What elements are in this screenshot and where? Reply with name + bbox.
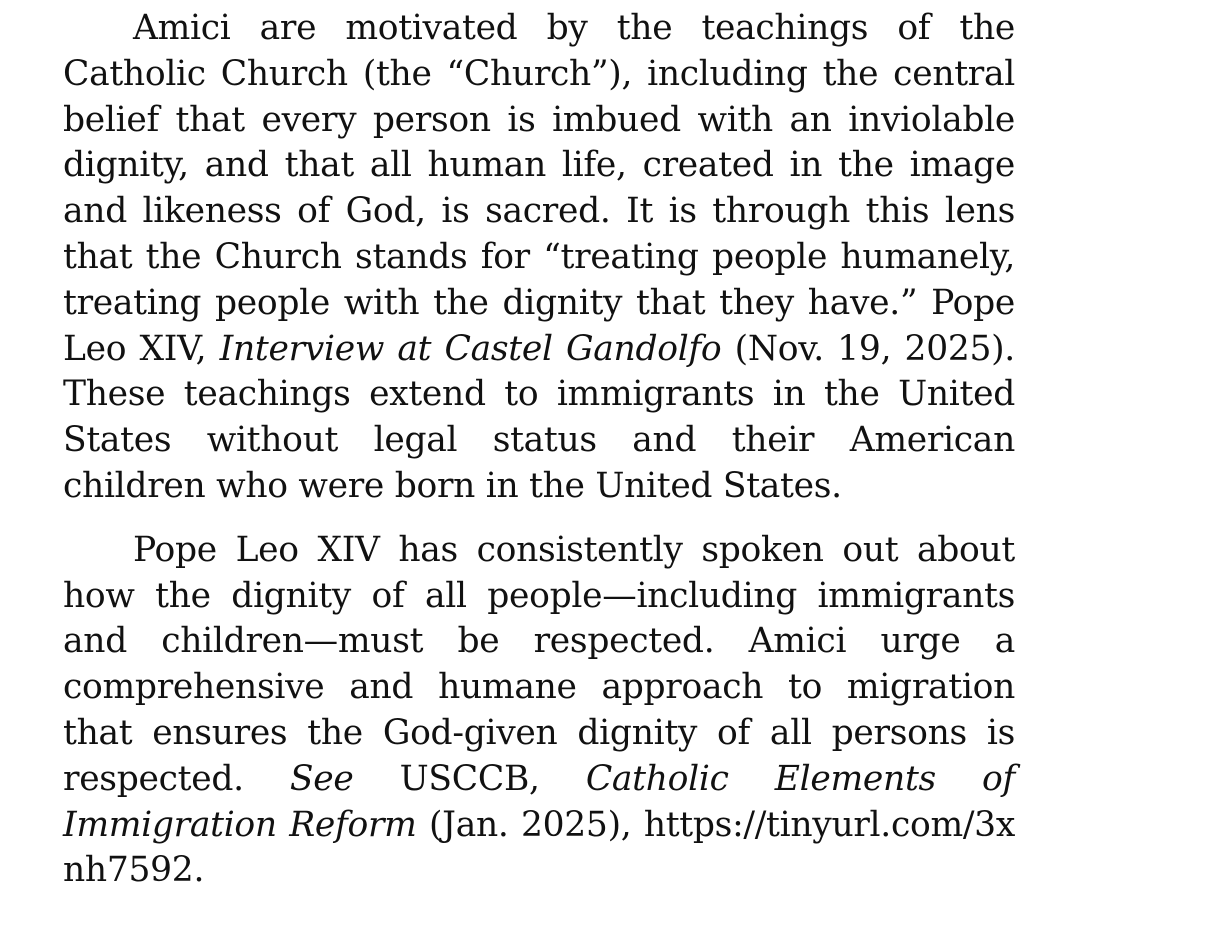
paragraph-2-text-b: USCCB, xyxy=(353,758,586,799)
citation-url-link[interactable]: https://tinyurl.com/3xnh7592 xyxy=(63,804,1015,891)
paragraph-1-text-a: Amici are motivated by the teachings of the Catholic Church (the “Church”), including the central belief that every person is imbued with an inviolable dignity, and that all human life, created in the image and likeness of God, is sacred. It is through this lens that the Church stands for “treating people humanely, treating people with the dignity that they have.” Pope Leo XIV, xyxy=(63,8,1015,369)
paragraph-pope-leo-statements xyxy=(63,528,1015,894)
citation-signal-see: See xyxy=(289,758,354,799)
citation-title-usccb: Catholic Elements of Immigration Reform xyxy=(63,758,1016,845)
paragraph-2-text-d: . xyxy=(193,850,205,891)
paragraph-2-text-c: (Jan. 2025), xyxy=(416,804,644,845)
paragraph-catholic-teachings xyxy=(63,6,1015,510)
brief-page xyxy=(63,6,1015,894)
paragraph-1-text-b: (Nov. 19, 2025). These teachings extend to immigrants in the United States without legal status and their American children who were born in the United States. xyxy=(63,328,1015,506)
paragraph-2-text-a: Pope Leo XIV has consistently spoken out about how the dignity of all people—including immigrants and children—must be respected. Amici urge a comprehensive and humane approach to migration that ensures the God-given dignity of all persons is respected. xyxy=(63,529,1015,799)
citation-title-interview: Interview at Castel Gandolfo xyxy=(219,328,722,369)
